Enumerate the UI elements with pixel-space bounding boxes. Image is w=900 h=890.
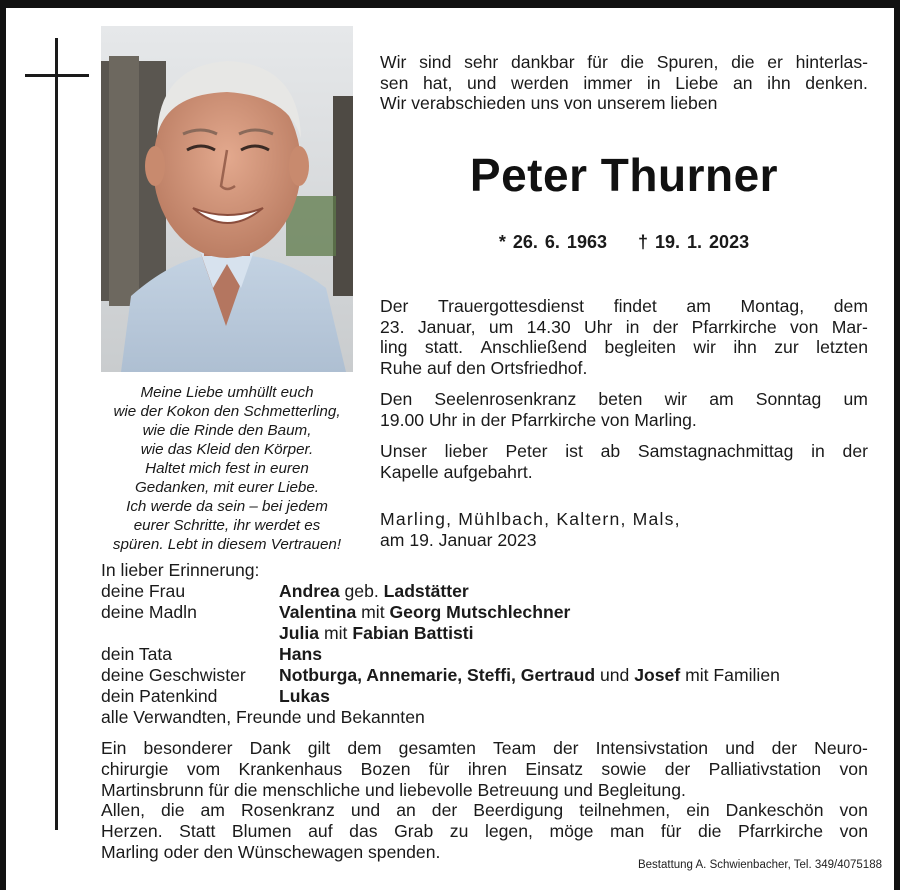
memorial-poem [96, 383, 358, 554]
mourner-name: Andrea [279, 581, 340, 601]
poem-line: wie das Kleid den Körper. [140, 441, 314, 458]
intro-text [380, 52, 868, 114]
relation-label: deine Frau [101, 581, 186, 601]
rosary-line: Den Seelenrosenkranz beten wir am Sonntag um [380, 389, 868, 409]
service-info [380, 296, 868, 378]
thanks-line: Herzen. Statt Blumen auf das Grab zu legen, möge man für die Pfarrkirche von [101, 821, 868, 842]
thanks-line: Martinsbrunn für die menschliche und liebevolle Betreuung und Begleitung. [101, 779, 686, 800]
poem-line: Meine Liebe umhüllt euch [140, 384, 314, 401]
mourner-name: Lukas [279, 686, 330, 706]
poem-line: Ich werde da sein – bei jedem [126, 498, 328, 515]
service-line: Der Trauergottesdienst findet am Montag, dem [380, 296, 868, 316]
service-line: ling statt. Anschließend begleiten wir ihn zur letzten [380, 337, 868, 357]
deceased-name: Peter Thurner [469, 149, 779, 201]
others-line: alle Verwandten, Freunde und Bekannten [101, 707, 425, 727]
relation-label: deine Geschwister [101, 665, 246, 685]
life-dates [380, 232, 868, 253]
poem-line: wie die Rinde den Baum, [142, 422, 312, 439]
mourner-row [101, 644, 780, 665]
portrait-photo [101, 26, 353, 372]
rosary-line: 19.00 Uhr in der Pfarrkirche von Marling. [380, 409, 697, 430]
poem-line: wie der Kokon den Schmetterling, [113, 403, 341, 420]
viewing-line: Unser lieber Peter ist ab Samstagnachmittag in der [380, 441, 868, 461]
poem-line: Haltet mich fest in euren [145, 460, 309, 477]
mourner-name: Josef [634, 665, 681, 685]
viewing-info [380, 441, 868, 482]
mourner-name: Georg Mutschlechner [389, 602, 571, 622]
thanks-line: chirurgie vom Krankenhaus Bozen für ihren Einsatz sowie der Palliativstation von [101, 758, 868, 779]
mourner-row: Julia mit Fabian Battisti [279, 623, 474, 643]
mourner-name: Valentina [279, 602, 357, 622]
relation-label: deine Madln [101, 602, 197, 622]
mourner-name: Hans [279, 644, 323, 664]
cross-horizontal-bar [25, 74, 89, 77]
thanks-line: Allen, die am Rosenkranz und an der Beerdigung teilnehmen, ein Dankeschön von [101, 800, 868, 821]
place-line: Marling, Mühlbach, Kaltern, Mals, [380, 509, 681, 529]
thanks-line: Marling oder den Wünschewagen spenden. [101, 841, 441, 862]
mourner-name: Fabian Battisti [352, 623, 474, 643]
intro-line: Wir verabschieden uns von unserem lieben [380, 93, 718, 113]
mourner-row: deine Geschwister Notburga, Annemarie, Steffi, Gertraud und Josef mit Familien [101, 665, 780, 685]
mourner-name: Ladstätter [383, 581, 469, 601]
viewing-line: Kapelle aufgebahrt. [380, 461, 533, 482]
date-line: am 19. Januar 2023 [380, 530, 537, 550]
mourner-row [101, 686, 780, 707]
birth-date: * 26. 6. 1963 [498, 232, 607, 252]
poem-line: spüren. Lebt in diesem Vertrauen! [112, 536, 342, 553]
intro-line: sen hat, und werden immer in Liebe an ihn denken. [380, 72, 868, 93]
memory-heading: In lieber Erinnerung: [101, 560, 260, 580]
cross-vertical-bar [55, 38, 58, 830]
service-line: Ruhe auf den Ortsfriedhof. [380, 357, 588, 378]
rosary-info [380, 389, 868, 430]
service-line: 23. Januar, um 14.30 Uhr in der Pfarrkirche von Mar- [380, 316, 868, 337]
mourner-row: deine Madln Valentina mit Georg Mutschlechner [101, 602, 571, 622]
death-date: † 19. 1. 2023 [638, 232, 750, 252]
mourner-name: Julia [279, 623, 320, 643]
relation-label: dein Patenkind [101, 686, 218, 706]
funeral-home-credit: Bestattung A. Schwienbacher, Tel. 349/4075188 [637, 859, 882, 871]
mourner-row: deine Frau Andrea geb. Ladstätter [101, 581, 469, 601]
mourner-name: Notburga, Annemarie, Steffi, Gertraud [279, 665, 596, 685]
thanks-line: Ein besonderer Dank gilt dem gesamten Team der Intensivstation und der Neuro- [101, 738, 868, 758]
intro-line: Wir sind sehr dankbar für die Spuren, die er hinterlas- [380, 52, 868, 72]
relation-label: dein Tata [101, 644, 173, 664]
thanks-text [101, 738, 868, 863]
poem-line: eurer Schritte, ihr werdet es [133, 517, 321, 534]
mourners-list [101, 560, 780, 728]
poem-line: Gedanken, mit eurer Liebe. [134, 479, 320, 496]
